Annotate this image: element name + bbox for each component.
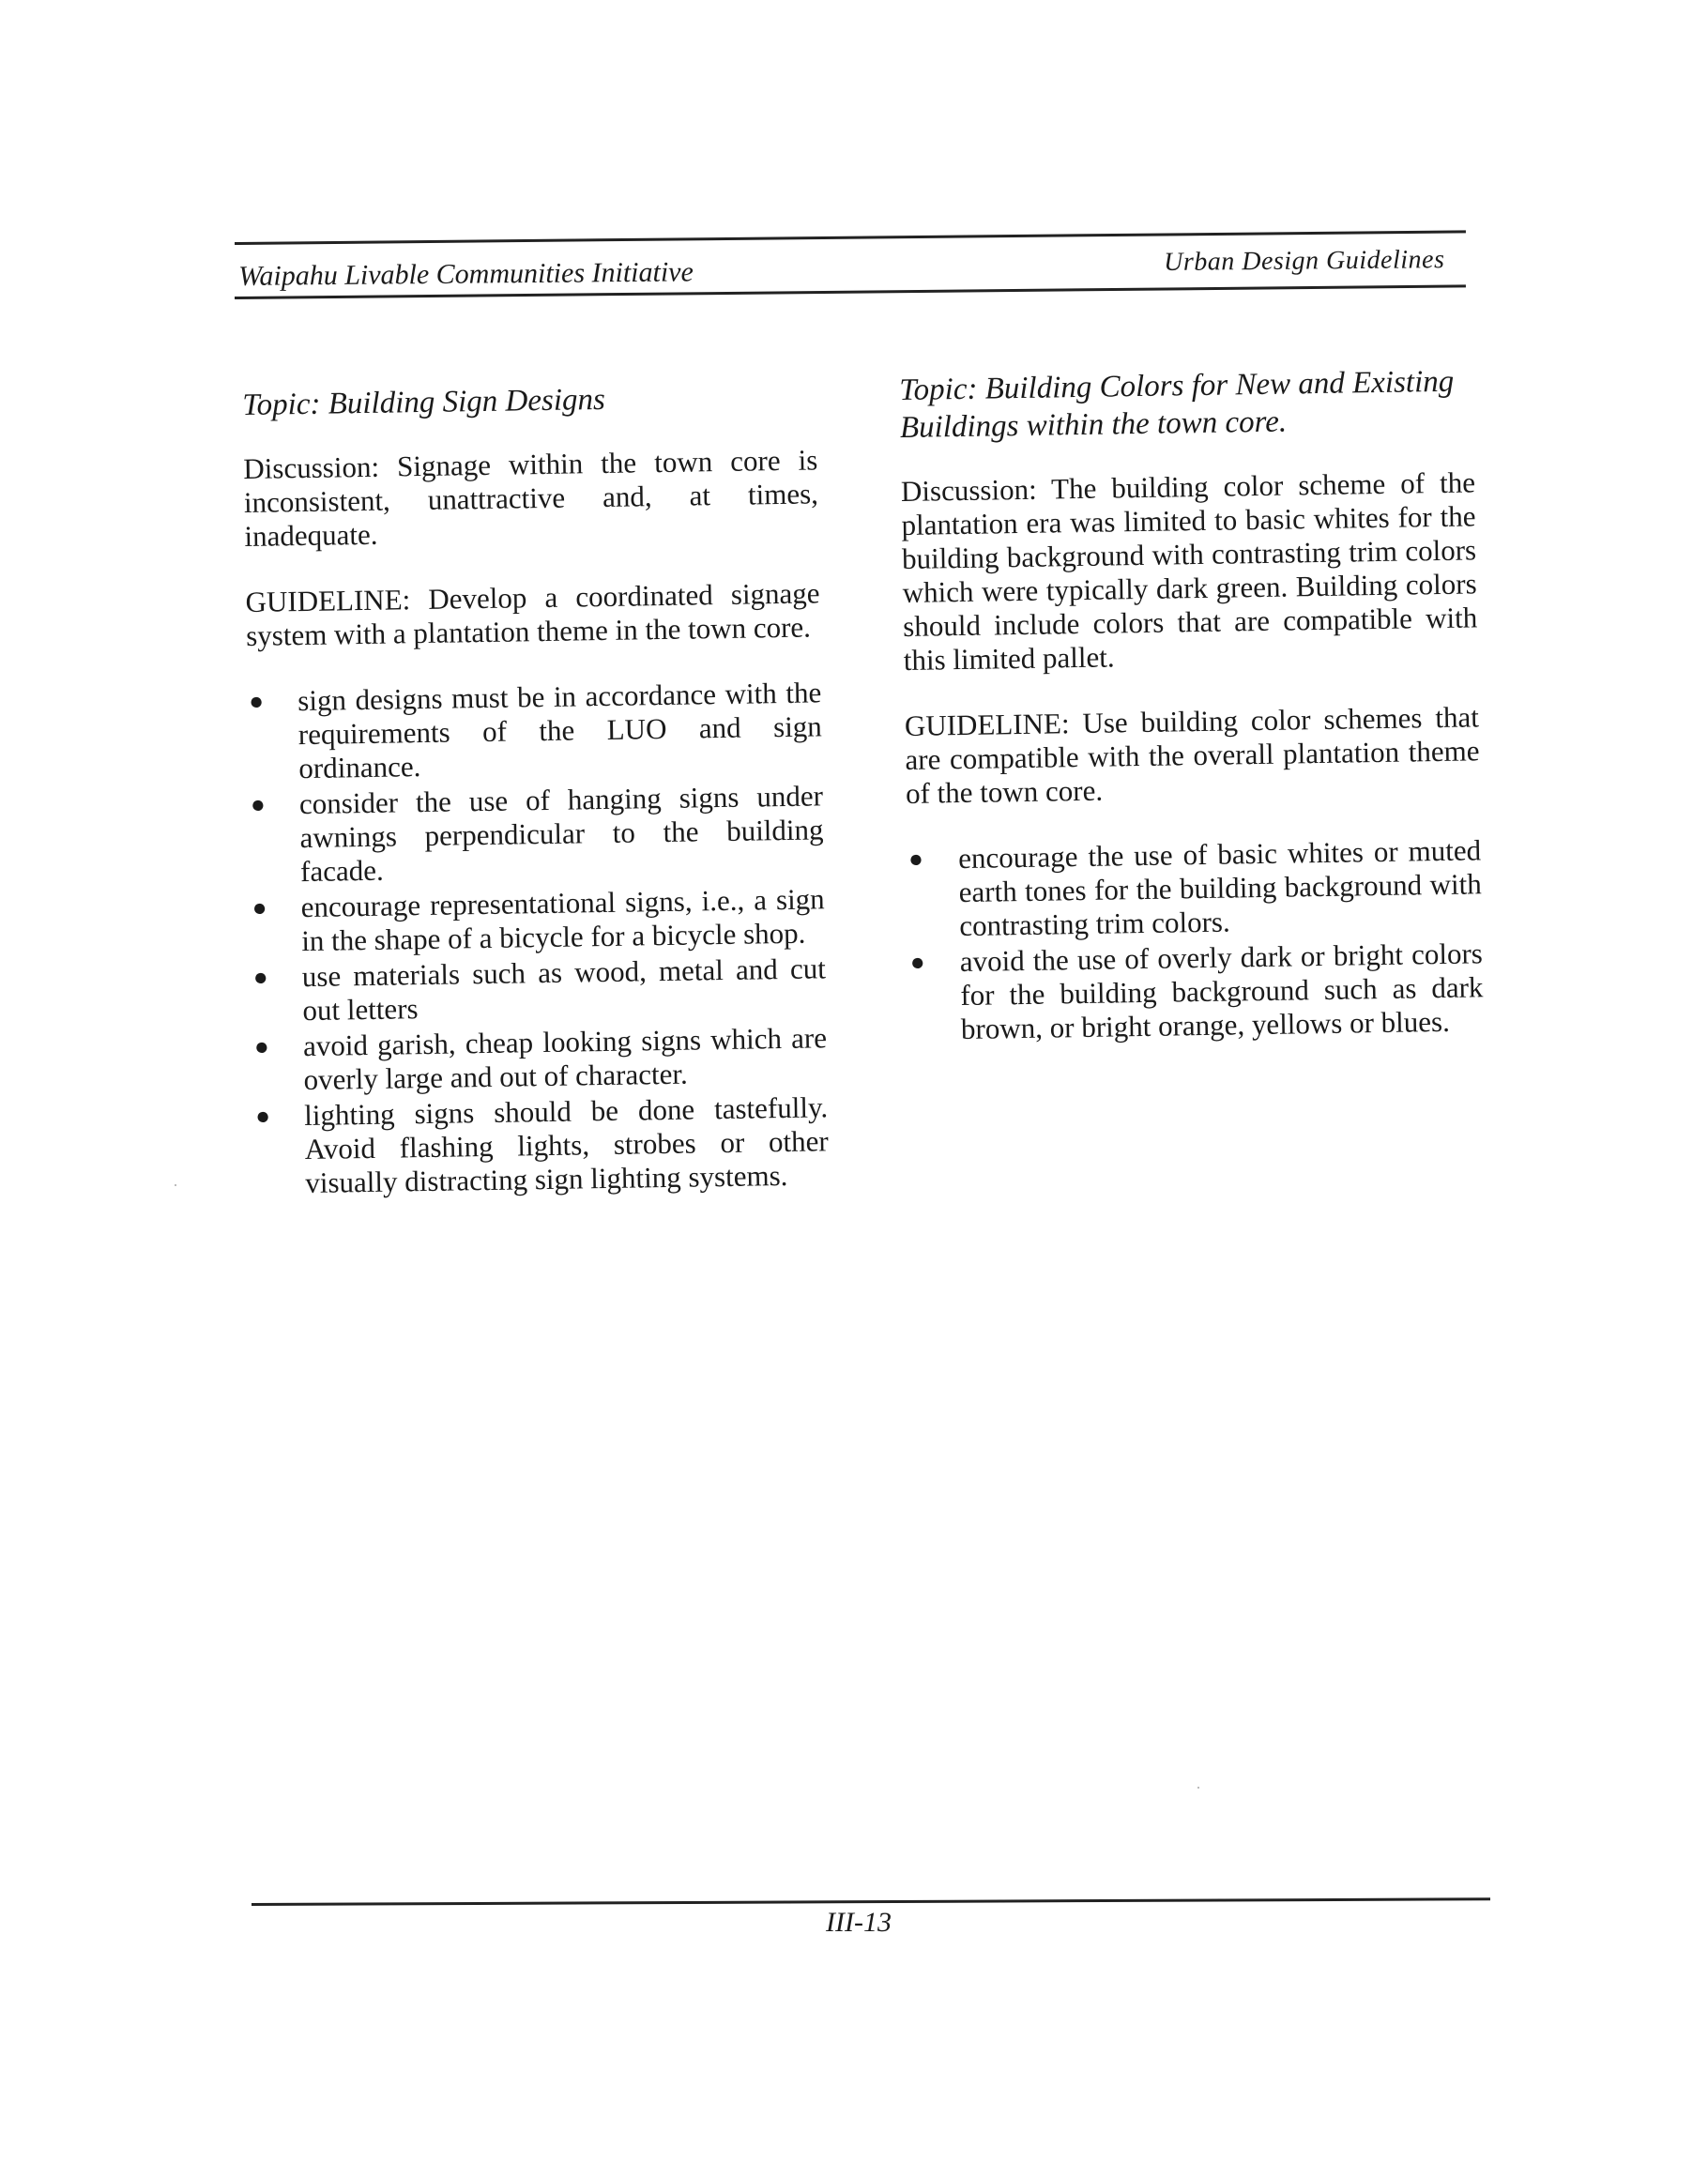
list-item bbox=[253, 1090, 830, 1201]
bullet-text: use materials such as wood, metal and cut out letters bbox=[301, 952, 827, 1028]
scan-speck bbox=[1197, 1787, 1199, 1789]
bullet-text: avoid garish, cheap looking signs which are overly large and out of character. bbox=[302, 1021, 828, 1097]
header-document-title: Waipahu Livable Communities Initiative bbox=[238, 256, 694, 292]
list-item bbox=[908, 937, 1485, 1047]
bullet-icon: ● bbox=[907, 845, 924, 873]
list-item bbox=[252, 1021, 828, 1098]
left-guideline: GUIDELINE: Develop a coordinated signage system with a plantation theme in the town core. bbox=[245, 576, 820, 652]
left-topic-heading: Topic: Building Sign Designs bbox=[242, 382, 606, 422]
bullet-icon: ● bbox=[252, 893, 267, 921]
right-topic-heading: Topic: Building Colors for New and Existing Buildings within the town core. bbox=[899, 364, 1455, 445]
bullet-text: encourage representational signs, i.e., a sign in the shape of a bicycle for a bicycle shop. bbox=[300, 882, 825, 958]
list-item bbox=[907, 833, 1483, 944]
list-item bbox=[252, 952, 827, 1028]
bullet-icon: ● bbox=[252, 963, 268, 991]
header-section-title: Urban Design Guidelines bbox=[1164, 245, 1445, 277]
bullet-icon: ● bbox=[250, 790, 266, 818]
left-column bbox=[242, 377, 830, 1203]
bullet-text: sign designs must be in accordance with the requirements of the LUO and sign ordinance. bbox=[297, 676, 823, 785]
list-item bbox=[250, 882, 825, 959]
list-item bbox=[249, 779, 825, 890]
header-rule-top bbox=[235, 230, 1466, 245]
right-column bbox=[899, 362, 1484, 1049]
footer-rule bbox=[252, 1897, 1490, 1906]
scan-speck bbox=[175, 1184, 176, 1186]
bullet-icon: ● bbox=[249, 687, 265, 715]
right-bullet-list bbox=[907, 833, 1484, 1047]
bullet-text: avoid the use of overly dark or bright colors for the building background such as dark brown, or bright orange, yellows or blues. bbox=[959, 937, 1484, 1046]
right-guideline: GUIDELINE: Use building color schemes that are compatible with the overall plantation theme of the town core. bbox=[904, 700, 1480, 810]
page-number: III-13 bbox=[826, 1907, 892, 1938]
left-discussion: Discussion: Signage within the town core is inconsistent, unattractive and, at times, inadequate. bbox=[243, 443, 819, 553]
bullet-text: consider the use of hanging signs under awnings perpendicular to the building facade. bbox=[298, 779, 824, 889]
bullet-icon: ● bbox=[253, 1032, 269, 1060]
bullet-icon: ● bbox=[254, 1102, 271, 1130]
right-discussion: Discussion: The building color scheme of the plantation era was limited to basic whites for the building background with contrasting trim colors which were typically dark green. Building colors should include colors that are compatible with this limited pallet. bbox=[900, 465, 1478, 677]
bullet-text: lighting signs should be done tastefully. Avoid flashing lights, strobes or other visually distracting sign lighting systems. bbox=[303, 1090, 829, 1200]
bullet-icon: ● bbox=[909, 948, 925, 976]
bullet-text: encourage the use of basic whites or muted earth tones for the building background with contrasting trim colors. bbox=[957, 833, 1482, 943]
list-item bbox=[247, 676, 823, 786]
left-bullet-list bbox=[247, 676, 830, 1201]
